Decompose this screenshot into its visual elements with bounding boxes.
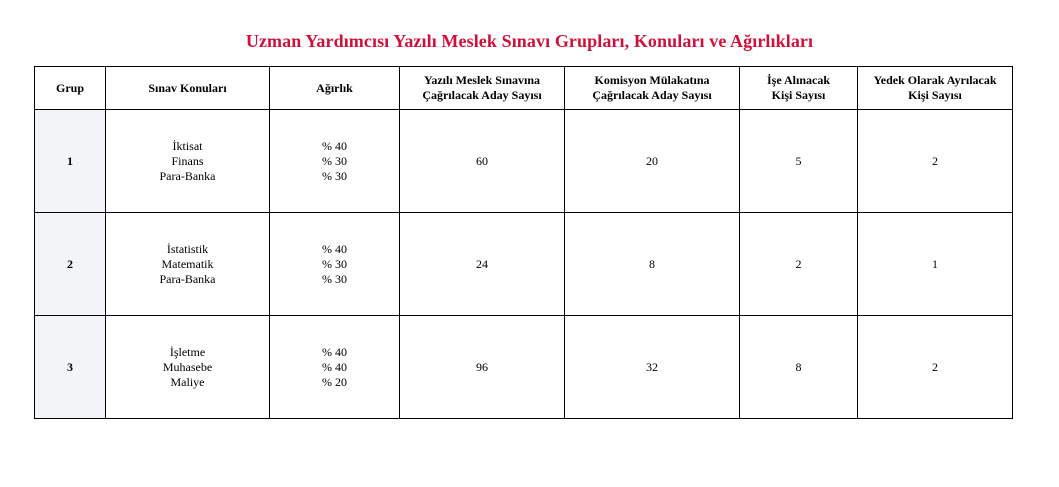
written-exam-candidates: 60 bbox=[400, 110, 565, 213]
table-row bbox=[35, 316, 1013, 419]
topic: İşletme bbox=[169, 344, 206, 359]
topic: Para-Banka bbox=[159, 168, 216, 183]
exam-topics bbox=[106, 213, 270, 316]
header-ise-line1: İşe Alınacak bbox=[766, 73, 830, 87]
table-row bbox=[35, 213, 1013, 316]
weight: % 40 bbox=[322, 241, 347, 256]
header-ise-alinacak bbox=[740, 67, 858, 110]
header-yedek-line2: Kişi Sayısı bbox=[908, 88, 962, 102]
topic: İktisat bbox=[172, 138, 203, 153]
topic-weights bbox=[270, 110, 400, 213]
topic: İstatistik bbox=[166, 241, 209, 256]
table-row bbox=[35, 110, 1013, 213]
reserve-count: 2 bbox=[858, 316, 1013, 419]
header-sinav-konulari: Sınav Konuları bbox=[106, 67, 270, 110]
weight: % 30 bbox=[322, 256, 347, 271]
exam-groups-table bbox=[34, 66, 1013, 419]
exam-topics bbox=[106, 110, 270, 213]
weight: % 20 bbox=[322, 374, 347, 389]
written-exam-candidates: 24 bbox=[400, 213, 565, 316]
topic-weights bbox=[270, 316, 400, 419]
weight: % 40 bbox=[322, 344, 347, 359]
exam-topics bbox=[106, 316, 270, 419]
header-grup: Grup bbox=[35, 67, 106, 110]
group-number: 3 bbox=[35, 316, 106, 419]
interview-candidates: 32 bbox=[565, 316, 740, 419]
header-yazili-line1: Yazılı Meslek Sınavına bbox=[423, 73, 540, 87]
topic-weights bbox=[270, 213, 400, 316]
group-number: 1 bbox=[35, 110, 106, 213]
header-yazili-line2: Çağrılacak Aday Sayısı bbox=[422, 88, 542, 102]
reserve-count: 1 bbox=[858, 213, 1013, 316]
weight: % 30 bbox=[322, 271, 347, 286]
group-number: 2 bbox=[35, 213, 106, 316]
written-exam-candidates: 96 bbox=[400, 316, 565, 419]
weight: % 40 bbox=[322, 138, 347, 153]
interview-candidates: 20 bbox=[565, 110, 740, 213]
weight: % 30 bbox=[322, 168, 347, 183]
topic: Finans bbox=[171, 153, 204, 168]
topic: Para-Banka bbox=[159, 271, 216, 286]
page-title: Uzman Yardımcısı Yazılı Meslek Sınavı Grupları, Konuları ve Ağırlıkları bbox=[245, 31, 814, 51]
table-header-row bbox=[35, 67, 1013, 110]
topic: Matematik bbox=[161, 256, 214, 271]
weight: % 30 bbox=[322, 153, 347, 168]
hire-count: 5 bbox=[740, 110, 858, 213]
header-yedek bbox=[858, 67, 1013, 110]
header-mulakat-line2: Çağrılacak Aday Sayısı bbox=[592, 88, 712, 102]
reserve-count: 2 bbox=[858, 110, 1013, 213]
hire-count: 2 bbox=[740, 213, 858, 316]
topic: Muhasebe bbox=[162, 359, 213, 374]
hire-count: 8 bbox=[740, 316, 858, 419]
weight: % 40 bbox=[322, 359, 347, 374]
header-mulakat-aday bbox=[565, 67, 740, 110]
interview-candidates: 8 bbox=[565, 213, 740, 316]
header-mulakat-line1: Komisyon Mülakatına bbox=[594, 73, 710, 87]
header-yedek-line1: Yedek Olarak Ayrılacak bbox=[873, 73, 997, 87]
header-agirlik: Ağırlık bbox=[270, 67, 400, 110]
header-yazili-aday bbox=[400, 67, 565, 110]
topic: Maliye bbox=[170, 374, 205, 389]
header-ise-line2: Kişi Sayısı bbox=[771, 88, 826, 102]
